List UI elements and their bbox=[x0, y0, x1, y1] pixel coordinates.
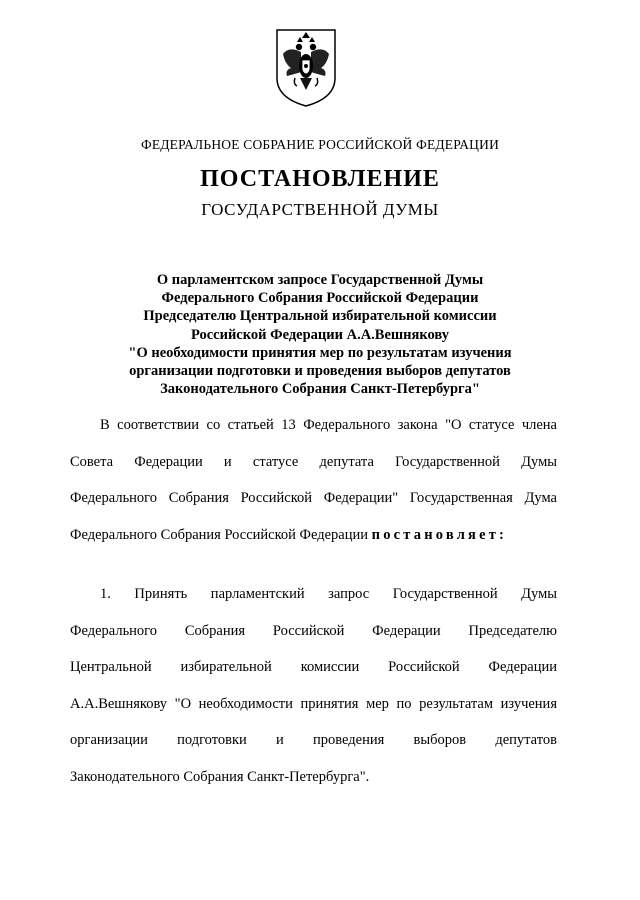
subject-line: Председателю Центральной избирательной комиссии bbox=[143, 308, 497, 325]
item-1-paragraph bbox=[70, 576, 557, 795]
subject-line: Российской Федерации А.А.Вешнякову bbox=[190, 326, 449, 343]
subject-line: организации подготовки и проведения выборов депутатов bbox=[129, 363, 511, 380]
preamble-paragraph bbox=[70, 407, 557, 553]
document-subtitle: ГОСУДАРСТВЕННОЙ ДУМЫ bbox=[201, 200, 439, 219]
document-title: ПОСТАНОВЛЕНИЕ bbox=[200, 166, 440, 192]
subject-line: Законодательного Собрания Санкт-Петербурга" bbox=[160, 381, 480, 398]
subject-line: Федерального Собрания Российской Федерации bbox=[161, 290, 479, 307]
coat-of-arms-emblem-icon bbox=[275, 28, 337, 108]
assembly-name: ФЕДЕРАЛЬНОЕ СОБРАНИЕ РОССИЙСКОЙ ФЕДЕРАЦИИ bbox=[140, 137, 500, 152]
subject-line: "О необходимости принятия мер по результатам изучения bbox=[128, 344, 512, 361]
item-line: 1. Принять парламентский запрос Государственной Думы bbox=[100, 586, 557, 602]
preamble-line: Федерального Собрания Российской Федерации" Государственная Дума bbox=[70, 490, 557, 506]
resolution-subject bbox=[70, 271, 570, 398]
subject-line: О парламентском запросе Государственной Думы bbox=[156, 272, 484, 288]
preamble-line: Федерального Собрания Российской Федерации bbox=[70, 526, 369, 543]
preamble-line: Совета Федерации и статусе депутата Государственной Думы bbox=[70, 453, 557, 470]
resolves-keyword: постановляет: bbox=[371, 526, 508, 543]
item-line: организации подготовки и проведения выборов депутатов bbox=[70, 732, 557, 748]
item-line: Центральной избирательной комиссии Российской Федерации bbox=[70, 659, 557, 675]
item-line: Законодательного Собрания Санкт-Петербурга". bbox=[70, 768, 370, 785]
item-line: Федерального Собрания Российской Федерации Председателю bbox=[70, 622, 557, 639]
preamble-last-line bbox=[70, 517, 557, 554]
preamble-line: В соответствии со статьей 13 Федерального закона "О статусе члена bbox=[100, 417, 557, 433]
item-line: А.А.Вешнякову "О необходимости принятия мер по результатам изучения bbox=[70, 695, 557, 712]
